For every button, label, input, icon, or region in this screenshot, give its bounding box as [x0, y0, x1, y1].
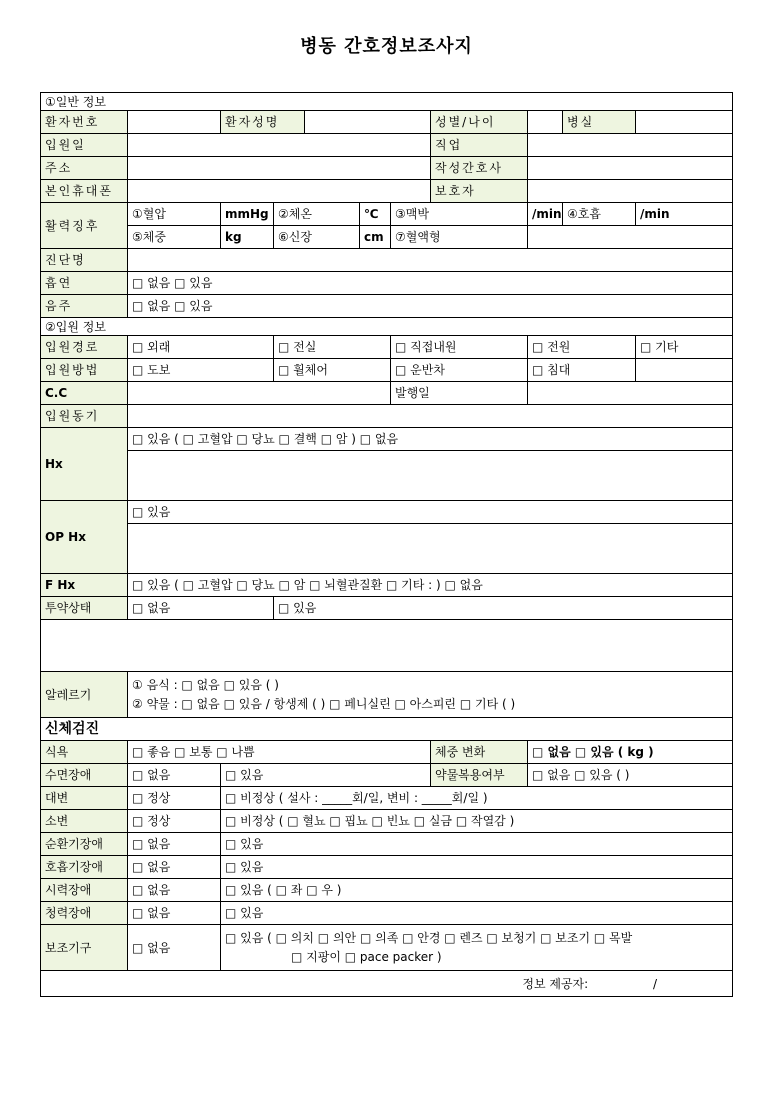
label-respiratory: 호흡기장애 [41, 856, 128, 879]
page-title: 병동 간호정보조사지 [300, 36, 473, 57]
label-phone: 본인휴대폰 [41, 180, 128, 203]
writer-field[interactable] [528, 157, 733, 180]
info-provider[interactable]: 정보 제공자: / [41, 971, 733, 997]
vital-pulse-unit: /min [528, 203, 563, 226]
label-address: 주소 [41, 157, 128, 180]
hx-notes[interactable] [128, 451, 733, 501]
label-stool: 대변 [41, 787, 128, 810]
op-hx-options[interactable]: □ 있음 [128, 501, 733, 524]
med-status-yes[interactable]: □ 있음 [274, 597, 733, 620]
med-status-none[interactable]: □ 없음 [128, 597, 274, 620]
allergy-drug[interactable]: ② 약물 : □ 없음 □ 있음 / 항생제 ( ) □ 페니실린 □ 아스피린 □ 기타 ( ) [132, 696, 516, 711]
label-hx: Hx [41, 428, 128, 501]
label-room: 병실 [563, 111, 636, 134]
method-wheelchair[interactable]: □ 휠체어 [274, 359, 391, 382]
vital-weight: ⑤체중 [128, 226, 221, 249]
label-patient-name: 환자성명 [221, 111, 305, 134]
vital-height-unit: cm [360, 226, 391, 249]
vital-bp: ①혈압 [128, 203, 221, 226]
vision-yes[interactable]: □ 있음 ( □ 좌 □ 우 ) [221, 879, 733, 902]
label-allergy: 알레르기 [41, 672, 128, 718]
label-med-taking: 약물복용여부 [431, 764, 528, 787]
label-op-hx: OP Hx [41, 501, 128, 574]
method-stretcher[interactable]: □ 운반차 [391, 359, 528, 382]
label-hearing: 청력장애 [41, 902, 128, 925]
label-circulation: 순환기장애 [41, 833, 128, 856]
urine-abnormal[interactable]: □ 비정상 ( □ 혈뇨 □ 핍뇨 □ 빈뇨 □ 실금 □ 작열감 ) [221, 810, 733, 833]
room-field[interactable] [636, 111, 733, 134]
label-diagnosis: 진단명 [41, 249, 128, 272]
hearing-none[interactable]: □ 없음 [128, 902, 221, 925]
resp-yes[interactable]: □ 있음 [221, 856, 733, 879]
vital-resp: ④호흡 [563, 203, 636, 226]
route-other[interactable]: □ 기타 [636, 336, 733, 359]
route-outpatient[interactable]: □ 외래 [128, 336, 274, 359]
method-walk[interactable]: □ 도보 [128, 359, 274, 382]
vital-blood: ⑦혈액형 [391, 226, 528, 249]
address-field[interactable] [128, 157, 431, 180]
sex-age-field[interactable] [528, 111, 563, 134]
label-cc: C.C [41, 382, 128, 405]
resp-none[interactable]: □ 없음 [128, 856, 221, 879]
label-drink: 음주 [41, 295, 128, 318]
vital-pulse: ③맥박 [391, 203, 528, 226]
label-admit-route: 입원경로 [41, 336, 128, 359]
vital-weight-unit: kg [221, 226, 274, 249]
cc-field[interactable] [128, 382, 391, 405]
stool-normal[interactable]: □ 정상 [128, 787, 221, 810]
patient-name-field[interactable] [305, 111, 431, 134]
op-hx-notes[interactable] [128, 524, 733, 574]
label-urine: 소변 [41, 810, 128, 833]
label-f-hx: F Hx [41, 574, 128, 597]
label-smoke: 흡연 [41, 272, 128, 295]
label-patient-no: 환자번호 [41, 111, 128, 134]
label-guardian: 보호자 [431, 180, 528, 203]
section-general: ①일반 정보 [41, 93, 733, 111]
diagnosis-field[interactable] [128, 249, 733, 272]
aids-none[interactable]: □ 없음 [128, 925, 221, 971]
label-weight-change: 체중 변화 [431, 741, 528, 764]
job-field[interactable] [528, 134, 733, 157]
aids-options[interactable] [221, 925, 733, 971]
aids-line1[interactable]: □ 있음 ( □ 의치 □ 의안 □ 의족 □ 안경 □ 렌즈 □ 보청기 □ 보조기 □ 목발 [225, 930, 633, 945]
section-admission: ②입원 정보 [41, 318, 733, 336]
aids-line2[interactable]: □ 지팡이 □ pace packer ) [291, 949, 442, 964]
vital-temp-unit: ℃ [360, 203, 391, 226]
route-transfer-hospital[interactable]: □ 전원 [528, 336, 636, 359]
med-status-notes[interactable] [41, 620, 733, 672]
label-writer: 작성간호사 [431, 157, 528, 180]
circ-yes[interactable]: □ 있음 [221, 833, 733, 856]
admit-motive-field[interactable] [128, 405, 733, 428]
circ-none[interactable]: □ 없음 [128, 833, 221, 856]
label-job: 직업 [431, 134, 528, 157]
label-admit-method: 입원방법 [41, 359, 128, 382]
appetite-options[interactable]: □ 좋음 □ 보통 □ 나쁨 [128, 741, 431, 764]
admit-date-field[interactable] [128, 134, 431, 157]
weight-change-options[interactable]: □ 없음 □ 있음 ( kg ) [528, 741, 733, 764]
vision-none[interactable]: □ 없음 [128, 879, 221, 902]
phone-field[interactable] [128, 180, 431, 203]
stool-abnormal[interactable]: □ 비정상 ( 설사 : _____회/일, 변비 : _____회/일 ) [221, 787, 733, 810]
sleep-none[interactable]: □ 없음 [128, 764, 221, 787]
f-hx-options[interactable]: □ 있음 ( □ 고혈압 □ 당뇨 □ 암 □ 뇌혈관질환 □ 기타 : ) □ 없음 [128, 574, 733, 597]
label-admit-motive: 입원동기 [41, 405, 128, 428]
vital-blood-field[interactable] [528, 226, 733, 249]
sleep-yes[interactable]: □ 있음 [221, 764, 431, 787]
label-admit-date: 입원일 [41, 134, 128, 157]
label-sex-age: 성별/나이 [431, 111, 528, 134]
guardian-field[interactable] [528, 180, 733, 203]
label-vital: 활력징후 [41, 203, 128, 249]
allergy-options[interactable] [128, 672, 733, 718]
drink-options[interactable]: □ 없음 □ 있음 [128, 295, 733, 318]
vital-bp-unit: mmHg [221, 203, 274, 226]
vital-height: ⑥신장 [274, 226, 360, 249]
hx-options[interactable]: □ 있음 ( □ 고혈압 □ 당뇨 □ 결핵 □ 암 ) □ 없음 [128, 428, 733, 451]
allergy-food[interactable]: ① 음식 : □ 없음 □ 있음 ( ) [132, 677, 279, 692]
patient-no-field[interactable] [128, 111, 221, 134]
method-bed[interactable]: □ 침대 [528, 359, 636, 382]
issue-date-field[interactable] [528, 382, 733, 405]
vital-temp: ②체온 [274, 203, 360, 226]
label-aids: 보조기구 [41, 925, 128, 971]
label-appetite: 식욕 [41, 741, 128, 764]
label-issue-date: 발행일 [391, 382, 528, 405]
label-sleep: 수면장애 [41, 764, 128, 787]
route-direct[interactable]: □ 직접내원 [391, 336, 528, 359]
label-med-status: 투약상태 [41, 597, 128, 620]
section-physical: 신체검진 [41, 718, 733, 741]
method-empty [636, 359, 733, 382]
nursing-info-form [40, 92, 733, 997]
urine-normal[interactable]: □ 정상 [128, 810, 221, 833]
route-transfer-ward[interactable]: □ 전실 [274, 336, 391, 359]
vital-resp-unit: /min [636, 203, 733, 226]
label-vision: 시력장애 [41, 879, 128, 902]
smoke-options[interactable]: □ 없음 □ 있음 [128, 272, 733, 295]
hearing-yes[interactable]: □ 있음 [221, 902, 733, 925]
med-taking-options[interactable]: □ 없음 □ 있음 ( ) [528, 764, 733, 787]
